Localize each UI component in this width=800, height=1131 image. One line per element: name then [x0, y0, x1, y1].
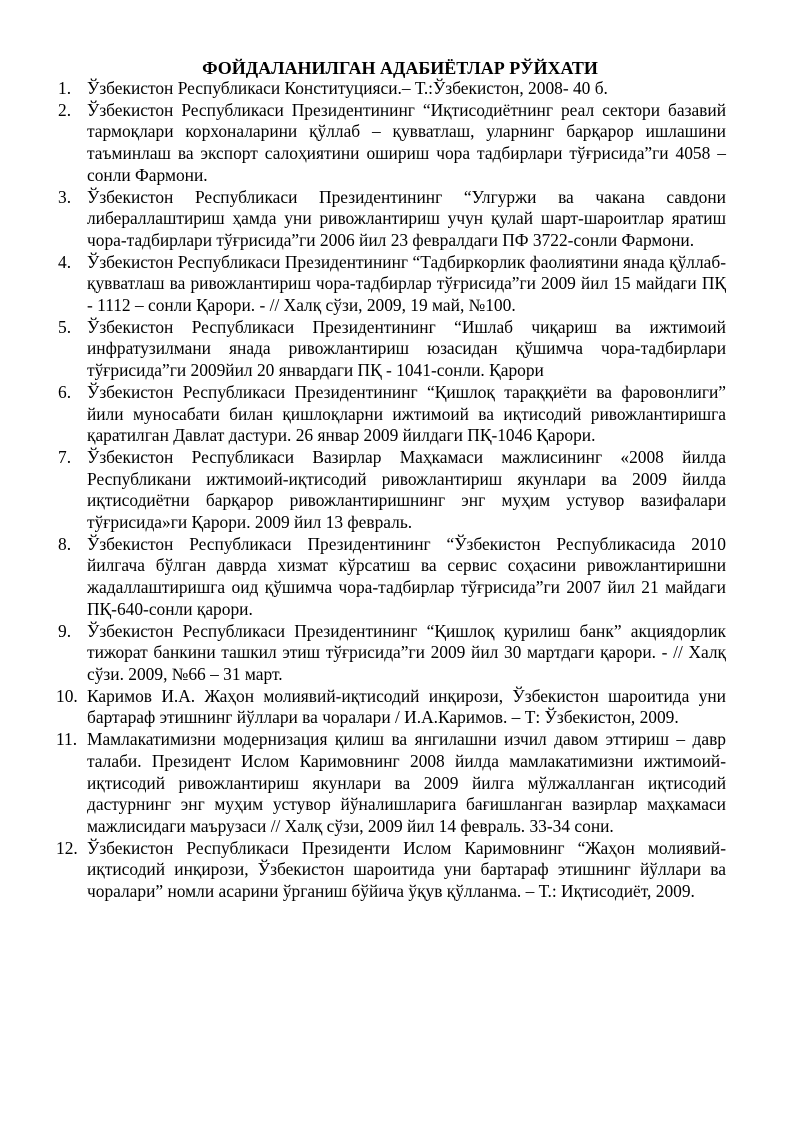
item-number: 8.: [58, 533, 72, 554]
item-text: Ўзбекистон Республикаси Конституцияси.– Т.:Ўзбекистон, 2008- 40 б.: [87, 78, 608, 98]
item-text: Ўзбекистон Республикаси Президентининг “Ўзбекистон Республикасида 2010 йилгача бўлган даврда хизмат кўрсатиш ва сервис соҳасини ривожлантиришни жадаллаштиришга оид қўшимча чора-тадбирлар тўғрисида”ги 2007 йил 21 майдаги ПҚ-640-сонли қарори.: [87, 533, 726, 619]
item-number: 11.: [56, 729, 78, 750]
item-text: Мамлакатимизни модернизация қилиш ва янгилашни изчил давом эттириш – давр талаби. Президент Ислом Каримовнинг 2008 йилда мамлакатимизни ижтимоий-иқтисодий ривожлантириш якунлари ва 2009 йилга мўлжалланган иқтисодий дастурнинг энг муҳим устувор йўналишларига бағишланган вазирлар маҳкамаси мажлисидаги маърузаси // Халқ сўзи, 2009 йил 14 февраль. 33-34 сони.: [87, 729, 726, 836]
list-item: [50, 78, 726, 100]
item-number: 2.: [58, 99, 72, 120]
bibliography-list: [50, 78, 726, 903]
list-item: [50, 686, 726, 729]
item-number: 1.: [58, 78, 72, 98]
list-item: [50, 382, 726, 447]
list-item: [50, 729, 726, 838]
item-number: 6.: [58, 381, 72, 402]
list-item: [50, 534, 726, 621]
item-number: 4.: [58, 251, 72, 272]
item-text: Ўзбекистон Республикаси Вазирлар Маҳкамаси мажлисининг «2008 йилда Республикани ижтимоий-иқтисодий ривожлантириш якунлари ва 2009 йилда иқтисодиётни барқарор ривожлантиришнинг энг муҳим устувор вазифалари тўғрисида»ги Қарори. 2009 йил 13 февраль.: [87, 446, 726, 533]
item-number: 7.: [58, 446, 72, 467]
list-item: [50, 252, 726, 317]
item-text: Ўзбекистон Республикаси Президентининг “Иқтисодиётнинг реал сектори базавий тармоқлари корхоналарини қўллаб – қувватлаш, уларнинг барқарор ишлашини таъминлаш ва экспорт салоҳиятини ошириш чора тадбирлари тўғрисида”ги 4058 – сонли Фармони.: [87, 99, 726, 185]
list-item: [50, 447, 726, 534]
item-text: Ўзбекистон Республикаси Президентининг “Улгуржи ва чакана савдони либераллаштириш ҳамда уни ривожлантириш учун қулай шарт-шароитлар яратиш чора-тадбирлари тўғрисида”ги 2006 йил 23 февралдаги ПФ 3722-сонли Фармони.: [87, 186, 726, 250]
item-text: Ўзбекистон Республикаси Президентининг “Қишлоқ тараққиёти ва фаровонлиги” йили муносабати билан қишлоқларни ижтимоий ва иқтисодий ривожлантиришга қаратилган Давлат дастури. 26 январ 2009 йилдаги ПҚ-1046 Қарори.: [87, 381, 726, 446]
item-number: 3.: [58, 186, 72, 207]
item-text: Ўзбекистон Республикаси Президенти Ислом Каримовнинг “Жаҳон молиявий-иқтисодий инқирози, Ўзбекистон шароитида уни бартараф этишнинг йўллари ва чоралари” номли асарини ўрганиш бўйича ўқув қўлланма. – Т.: Иқтисодиёт, 2009.: [87, 837, 726, 902]
list-item: [50, 100, 726, 187]
page-title: ФОЙДАЛАНИЛГАН АДАБИЁТЛАР РЎЙХАТИ: [202, 58, 598, 78]
list-item: [50, 621, 726, 686]
list-item: [50, 838, 726, 903]
item-number: 12.: [56, 837, 78, 858]
item-text: Ўзбекистон Республикаси Президентининг “Тадбиркорлик фаолиятини янада қўллаб-қувватлаш ва ривожлантириш чора-тадбирлар тўғрисида”ги 2009 йил 15 майдаги ПҚ - 1112 – сонли Қарори. - // Халқ сўзи, 2009, 19 май, №100.: [87, 251, 726, 316]
item-number: 9.: [58, 620, 72, 641]
item-number: 5.: [58, 316, 72, 337]
item-text: Ўзбекистон Республикаси Президентининг “Қишлоқ қурилиш банк” акциядорлик тижорат банкини ташкил этиш тўғрисида”ги 2009 йил 30 мартдаги қарори. - // Халқ сўзи. 2009, №66 – 31 март.: [87, 620, 726, 684]
item-text: Ўзбекистон Республикаси Президентининг “Ишлаб чиқариш ва ижтимоий инфратузилмани янада ривожлантириш юзасидан қўшимча чора-тадбирлари тўғрисида”ги 2009йил 20 январдаги ПҚ - 1041-сонли. Қарори: [87, 316, 726, 381]
list-item: [50, 317, 726, 382]
item-number: 10.: [56, 685, 78, 706]
item-text: Каримов И.А. Жаҳон молиявий-иқтисодий инқирози, Ўзбекистон шароитида уни бартараф этишнинг йўллари ва чоралари / И.А.Каримов. – Т: Ўзбекистон, 2009.: [87, 685, 726, 728]
list-item: [50, 187, 726, 252]
